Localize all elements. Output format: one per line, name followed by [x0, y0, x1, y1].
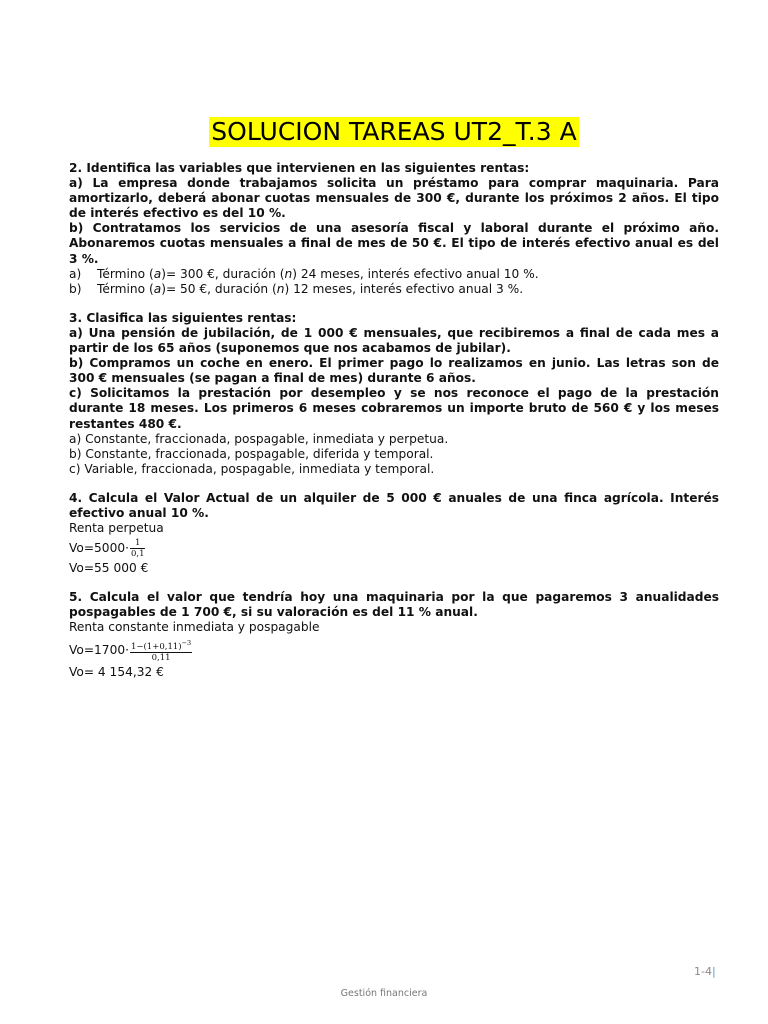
- q4-heading: 4. Calcula el Valor Actual de un alquiler de 5 000 € anuales de una finca agrícola. Interés efectivo anual 10 %.: [69, 490, 719, 520]
- q3-heading: 3. Clasifica las siguientes rentas:: [69, 310, 297, 325]
- q5-formula-denominator: 0,11: [151, 652, 171, 663]
- q2-statement-a: a) La empresa donde trabajamos solicita un préstamo para comprar maquinaria. Para amortizarlo, deberá abonar cuotas mensuales de 300 €, durante los próximos 2 años. El tipo de interés efectivo es del 10 %.: [69, 176, 719, 221]
- q2-answer-a-part3: ) 24 meses, interés efectivo anual 10 %.: [292, 266, 539, 281]
- q2-answer-a: [69, 267, 719, 282]
- spacer: [69, 576, 719, 590]
- q4-formula-fraction: [130, 538, 146, 559]
- q2-answer-a-var-a: a: [153, 266, 162, 281]
- q2-answer-a-label: a): [69, 266, 82, 281]
- q3-answer-c: c) Variable, fraccionada, pospagable, inmediata y temporal.: [69, 461, 435, 476]
- q2-answer-a-var-n: n: [284, 266, 293, 281]
- q5-formula: [69, 638, 719, 663]
- q3-statement-c: c) Solicitamos la prestación por desempleo y se nos reconoce el pago de la prestación durante 18 meses. Los primeros 6 meses cobraremos un importe bruto de 560 € y los meses restantes 480 €.: [69, 386, 719, 431]
- q3-statement-b: b) Compramos un coche en enero. El primer pago lo realizamos en junio. Las letras son de 300 € mensuales (se pagan a final de mes) durante 6 años.: [69, 356, 719, 386]
- q2-answer-b-part1: Término (: [97, 281, 154, 296]
- q5-result: Vo= 4 154,32 €: [69, 664, 164, 679]
- page-number: [694, 965, 716, 978]
- page-title: SOLUCION TAREAS UT2_T.3 A: [211, 117, 577, 146]
- q4-formula-denominator: 0,1: [130, 549, 145, 560]
- q4-result: Vo=55 000 €: [69, 561, 149, 576]
- q4-formula-numerator: 1: [130, 538, 146, 549]
- q3-statement-a: a) Una pensión de jubilación, de 1 000 € mensuales, que recibiremos a final de cada mes a partir de los 65 años (suponemos que nos acabamos de jubilar).: [69, 325, 719, 356]
- q5-formula-fraction: [130, 638, 192, 663]
- q2-answer-a-part2: )= 300 €, duración (: [161, 266, 285, 281]
- footer-label: Gestión financiera: [340, 988, 428, 999]
- q2-answer-b-var-n: n: [276, 281, 285, 296]
- q2-answer-a-part1: Término (: [97, 266, 154, 281]
- q2-statement-b: b) Contratamos los servicios de una asesoría fiscal y laboral durante el próximo año. Abonaremos cuotas mensuales a final de mes de 50 €. El tipo de interés efectivo anual es del 3 %.: [69, 221, 719, 266]
- document-body: [69, 161, 719, 680]
- q4-formula: [69, 538, 719, 559]
- q2-answer-b-label: b): [69, 281, 82, 296]
- page-number-bar: |: [711, 965, 716, 978]
- spacer: [69, 477, 719, 491]
- q4-formula-prefix: Vo=5000·: [69, 541, 129, 556]
- q2-answer-b-part2: )= 50 €, duración (: [161, 281, 277, 296]
- q5-formula-numerator-base: 1−(1+0,11): [130, 641, 182, 652]
- q5-heading: 5. Calcula el valor que tendría hoy una maquinaria por la que pagaremos 3 anualidades pospagables de 1 700 €, si su valoración es del 11 % anual.: [69, 590, 719, 620]
- q5-formula-exponent: −3: [181, 638, 192, 647]
- page-number-text: 1-4: [694, 965, 712, 978]
- title-container: [69, 117, 719, 147]
- q2-answer-b-part3: ) 12 meses, interés efectivo anual 3 %.: [284, 281, 524, 296]
- q4-rent-type: Renta perpetua: [69, 521, 164, 536]
- q5-formula-prefix: Vo=1700·: [69, 642, 129, 657]
- q2-answer-b-var-a: a: [153, 281, 162, 296]
- q2-answer-b: [69, 282, 719, 297]
- q3-answer-a: a) Constante, fraccionada, pospagable, inmediata y perpetua.: [69, 431, 449, 446]
- q2-heading: 2. Identifica las variables que intervienen en las siguientes rentas:: [69, 161, 530, 175]
- q5-rent-type: Renta constante inmediata y pospagable: [69, 620, 320, 635]
- spacer: [69, 297, 719, 311]
- q5-formula-numerator: [130, 638, 192, 653]
- q3-answer-b: b) Constante, fraccionada, pospagable, diferida y temporal.: [69, 446, 434, 461]
